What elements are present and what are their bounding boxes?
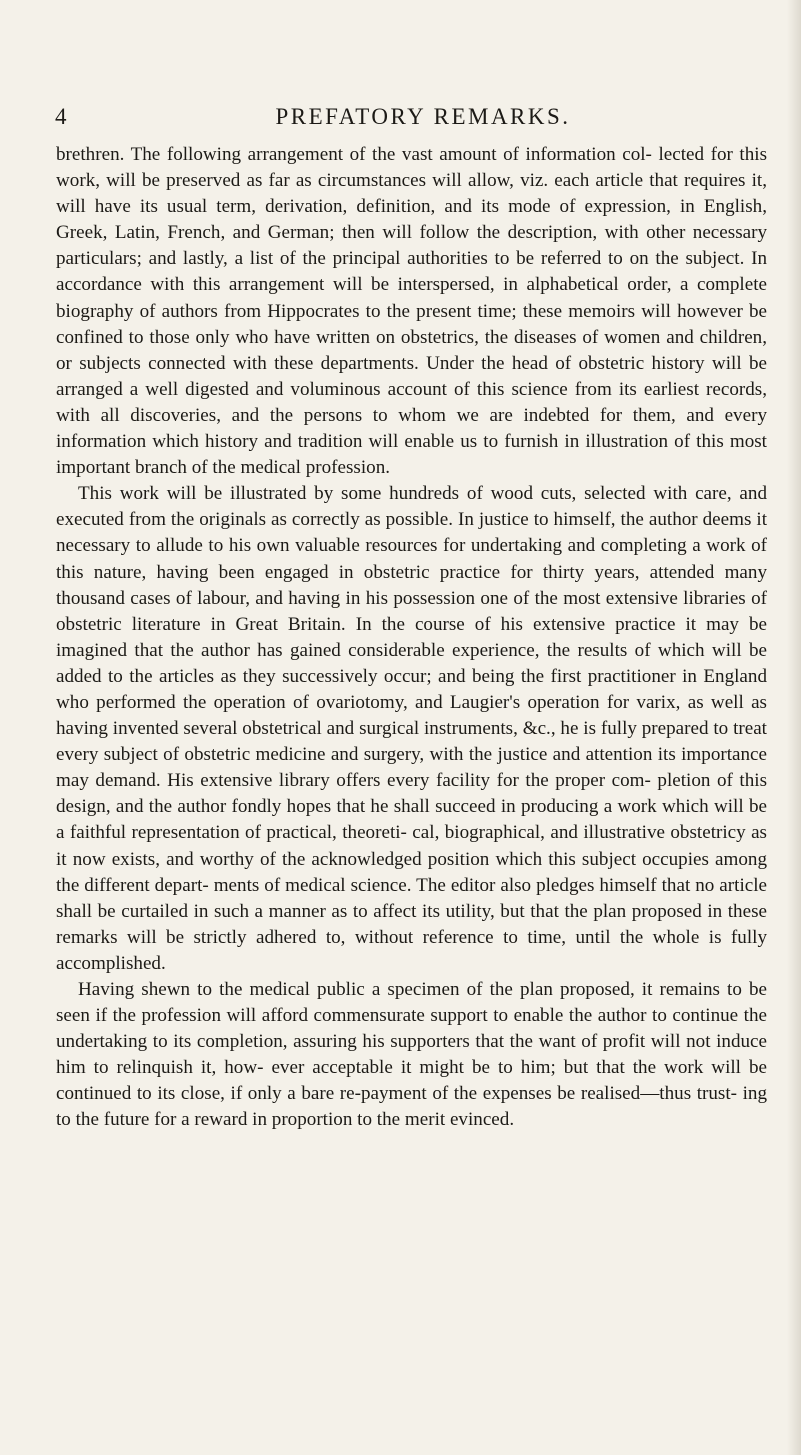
paragraph-support: Having shewn to the medical public a specimen of the plan proposed, it remains to be seen if the profession will afford commensurate support to enable the author to continue the undertaking to its completion, assuring his supporters that the want of profit will not induce him to relinquish it, how- ever acceptable it might be to him; but that the work will be continued to its close, if only a bare re-payment of the expenses be realised—thus trust- ing to the future for a reward in proportion to the merit evinced. xyxy=(56,979,767,1131)
paragraph-continuation: brethren. The following arrangement of the vast amount of information col- lected for this work, will be preserved as far as circumstances will allow, viz. each article that requires it, will have its usual term, derivation, definition, and its mode of expression, in English, Greek, Latin, French, and German; then will follow the description, with other necessary particulars; and lastly, a list of the principal authorities to be referred to on the subject. In accordance with this arrangement will be interspersed, in alphabetical order, a complete biography of authors from Hippocrates to the present time; these memoirs will however be confined to those only who have written on obstetrics, the diseases of women and children, or subjects connected with these departments. Under the head of obstetric history will be arranged a well digested and voluminous account of this science from its earliest records, with all discoveries, and the persons to whom we are indebted for them, and every information which history and tradition will enable us to furnish in illustration of this most important branch of the medical profession. xyxy=(56,144,767,479)
page-edge-shadow xyxy=(787,0,801,1455)
running-head xyxy=(55,104,767,134)
running-title: PREFATORY REMARKS. xyxy=(275,104,571,129)
body-text xyxy=(56,142,767,1134)
page-number: 4 xyxy=(55,104,68,129)
paragraph-illustrations: This work will be illustrated by some hundreds of wood cuts, selected with care, and executed from the originals as correctly as possible. In justice to himself, the author deems it necessary to allude to his own valuable resources for undertaking and completing a work of this nature, having been engaged in obstetric practice for thirty years, attended many thousand cases of labour, and having in his possession one of the most extensive libraries of obstetric literature in Great Britain. In the course of his extensive practice it may be imagined that the author has gained considerable experience, the results of which will be added to the articles as they successively occur; and being the first practitioner in England who performed the operation of ovariotomy, and Laugier's operation for varix, as well as having invented several obstetrical and surgical instruments, &c., he is fully prepared to treat every subject of obstetric medicine and surgery, with the justice and attention its importance may demand. His extensive library offers every facility for the proper com- pletion of this design, and the author fondly hopes that he shall succeed in producing a work which will be a faithful representation of practical, theoreti- cal, biographical, and illustrative obstetricy as it now exists, and worthy of the acknowledged position which this subject occupies among the different depart- ments of medical science. The editor also pledges himself that no article shall be curtailed in such a manner as to affect its utility, but that the plan proposed in these remarks will be strictly adhered to, without reference to time, until the whole is fully accomplished. xyxy=(56,483,767,974)
